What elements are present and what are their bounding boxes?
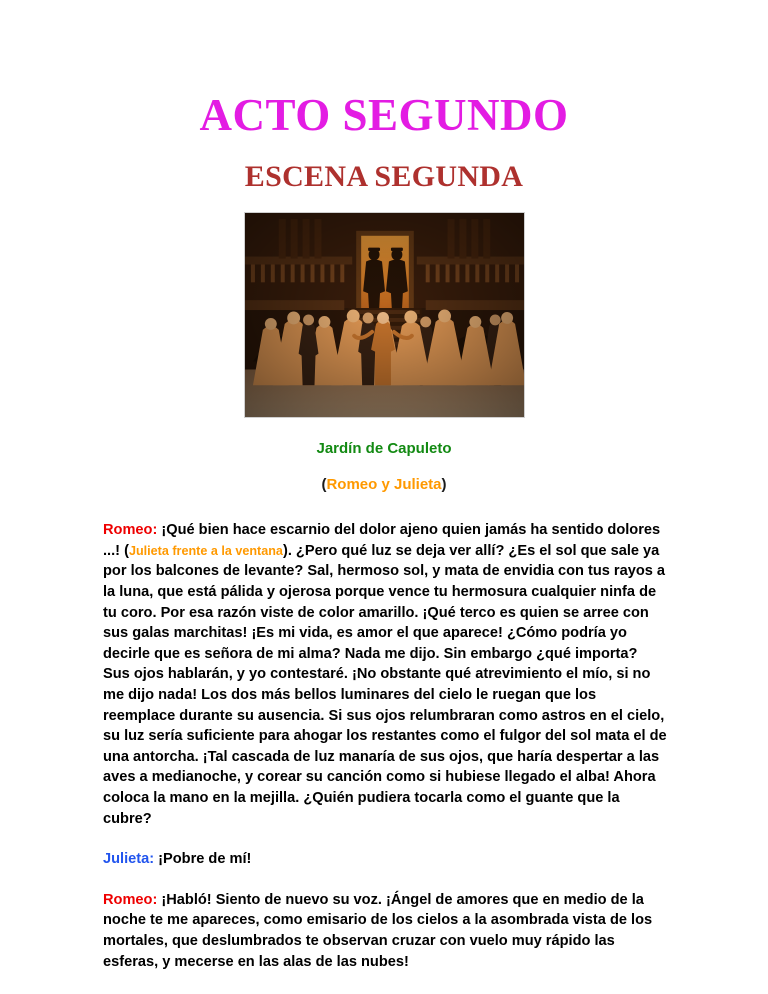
speech-text-part-1: ¡Pobre de mí! <box>154 851 252 868</box>
caption-paren-close: ) <box>441 476 447 494</box>
stage-direction: Julieta frente a la ventana <box>128 543 283 558</box>
speaker-label-julieta: Julieta: <box>103 851 155 868</box>
caption-characters-text: Romeo y Julieta <box>326 476 442 494</box>
speech-text-part-1: ¡Habló! Siento de nuevo su voz. ¡Ángel de amores que en medio de la noche te me apareces, como emisario de los cielos a la asombrada vista de los mortales, que deslumbrados te observan cruzar con vuelo muy rápido las esferas, y mecerse en las alas de las nubes! <box>103 891 653 970</box>
dialogue-body <box>0 520 768 972</box>
caption-paren-open: ( <box>321 476 327 494</box>
stage-photo-image <box>244 212 525 418</box>
figure-caption-place: Jardín de Capuleto <box>316 440 452 458</box>
figure-caption-characters <box>0 457 768 493</box>
page-title-act: ACTO SEGUNDO <box>199 90 569 140</box>
page-subtitle-scene: ESCENA SEGUNDA <box>244 160 524 194</box>
speech-text-part-2: ). ¿Pero qué luz se deja ver allí? ¿Es el sol que sale ya por los balcones de levante? Sal, hermoso sol, y mata de envidia con tus rayos a la luna, que está pálida y ojerosa porque vence tu hermosura cualquier ninfa de tu coro. Por esa razón viste de color amarillo. ¡Qué terco es quien se arree con sus galas marchitas! ¡Es mi vida, es amor el que aparece! ¿Cómo podría yo decirle que es señora de mi alma? Nada me dijo. Sin embargo ¿qué importa? Sus ojos hablarán, y yo contestaré. ¡No obstante qué atrevimiento el mío, si no me dijo nada! Los dos más bellos luminares del cielo le ruegan que los reemplace durante su ausencia. Si sus ojos relumbraran como astros en el cielo, su luz sería suficiente para ahogar los restantes como el fulgor del sol mata el de una antorcha. ¡Tal cascada de luz manaría de sus ojos, que haría despertar a las aves a medianoche, y corear su canción como si hubiese llegado el alba! Ahora coloca la mano en la mejilla. ¿Quién pudiera tocarla como el guante que la cubre? <box>103 542 667 827</box>
speaker-label-romeo: Romeo: <box>103 891 158 908</box>
speech-text-part-1: ¡Qué bien hace escarnio del dolor ajeno quien jamás ha sentido dolores ...! ( <box>103 522 661 559</box>
stage-figure <box>0 193 768 493</box>
speaker-label-romeo: Romeo: <box>103 522 158 539</box>
speech-block <box>103 890 668 972</box>
speech-block <box>103 520 668 829</box>
speech-block <box>103 849 668 870</box>
